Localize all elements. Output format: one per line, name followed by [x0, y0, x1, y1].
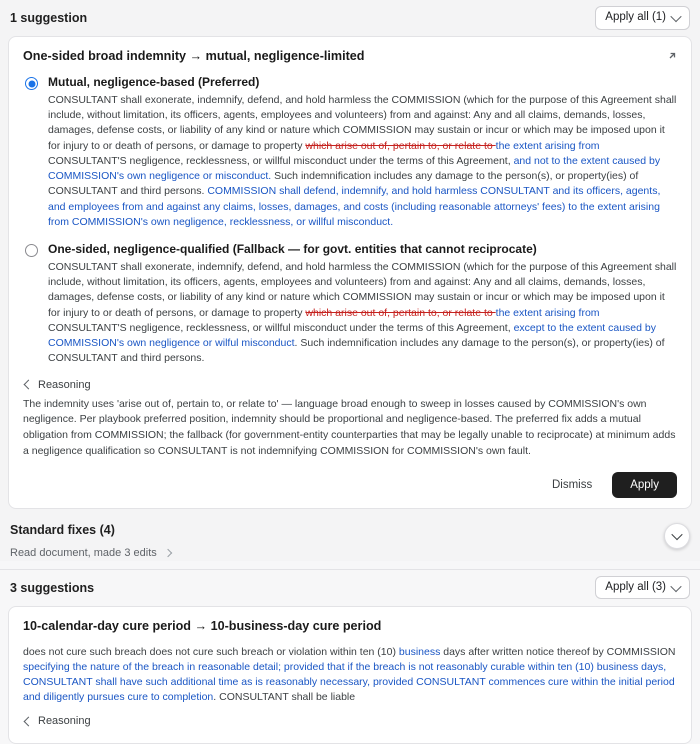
scroll-down-icon[interactable]: [664, 523, 690, 549]
radio-preferred[interactable]: [25, 77, 38, 90]
reasoning-label: Reasoning: [38, 379, 91, 391]
apply-button[interactable]: Apply: [612, 472, 677, 498]
option-fallback-body: [48, 242, 677, 367]
bottom-suggestions-header: [0, 570, 700, 606]
chevron-left-icon: [24, 380, 34, 390]
card-actions: [23, 472, 677, 498]
radio-fallback[interactable]: [25, 244, 38, 257]
bottom-reasoning-label: Reasoning: [38, 715, 91, 727]
bottom-suggestion-card: [8, 606, 692, 744]
reasoning-text: The indemnity uses 'arise out of, pertain to, or relate to' — language broad enough to sweep in losses caused by COMMISSION's own negligence. Per playbook preferred position, indemnity should be proportional and negligence-based. The preferred fix adds a mutual obligation from COMMISSION; the fallback (for government-entity counterparties that may be legally unable to reciprocate) at minimum adds a negligence qualification so CONSULTANT is not indemnifying COMMISSION for COMMISSION's own fault.: [23, 397, 677, 460]
option-preferred[interactable]: [23, 75, 677, 230]
read-document-label: Read document, made 3 edits: [10, 547, 157, 559]
arrow-down-glyph: [671, 529, 682, 540]
suggestions-header: [0, 0, 700, 36]
apply-all-button[interactable]: [595, 6, 690, 30]
bottom-apply-all-label: Apply all (3): [605, 582, 666, 594]
suggestion-title: One-sided broad indemnity → mutual, negligence-limited: [23, 49, 677, 63]
bottom-apply-all-button[interactable]: [595, 576, 690, 600]
chevron-left-icon: [24, 716, 34, 726]
option-fallback-text: CONSULTANT shall exonerate, indemnify, defend, and hold harmless the COMMISSION (which for the purpose of this Agreement shall include, without limitation, its officers, agents, employees and volunteers) from and against: Any and all claims, demands, losses, damages, defense costs, or liability of any kind or nature which COMMISSION may sustain or incur or which may be imposed upon it for injury to or death of persons, or damage to property which arise out of, pertain to, or relate to the extent arising from CONSULTANT'S negligence, recklessness, or willful misconduct under the terms of this Agreement, except to the extent caused by COMMISSION's own negligence or wilful misconduct. Such indemnification includes any damage to the person(s), or property(ies) of CONSULTANT and third persons.: [48, 260, 677, 367]
chevron-down-icon: [670, 580, 681, 591]
bottom-suggestion-title: 10-calendar-day cure period → 10-business-day cure period: [23, 619, 677, 633]
suggestion-count-label: 1 suggestion: [10, 11, 87, 25]
standard-fixes-heading: Standard fixes (4): [0, 509, 700, 543]
bottom-reasoning-toggle[interactable]: [23, 715, 677, 727]
read-document-row[interactable]: [0, 543, 700, 569]
bottom-suggestion-text: does not cure such breach does not cure such breach or violation within ten (10) business days after written notice thereof by COMMISSION specifying the nature of the breach in reasonable detail; provided that if the breach is not reasonably curable within ten (10) business days, CONSULTANT shall have such additional time as is reasonably necessary, provided CONSULTANT commences cure within the initial period and diligently pursues cure to completion. CONSULTANT shall be liable: [23, 645, 677, 706]
bottom-suggestion-count-label: 3 suggestions: [10, 581, 94, 595]
option-preferred-text: CONSULTANT shall exonerate, indemnify, defend, and hold harmless the COMMISSION (which for the purpose of this Agreement shall include, without limitation, its officers, agents, employees and volunteers) from and against: Any and all claims, demands, losses, damages, defense costs, or liability of any kind or nature which COMMISSION may sustain or incur or which may be imposed upon it for injury to or death of persons, or damage to property which arise out of, pertain to, or relate to the extent arising from CONSULTANT'S negligence, recklessness, or willful misconduct under the terms of this Agreement, and not to the extent caused by COMMISSION's own negligence or misconduct. Such indemnification includes any damage to the person(s), or property(ies) of CONSULTANT and third persons. COMMISSION shall defend, indemnify, and hold harmless CONSULTANT and its officers, agents, and employees from and against any claims, losses, damages, and costs (including reasonable attorneys' fees) to the extent arising from COMMISSION's own negligence, recklessness, or willful misconduct.: [48, 93, 677, 230]
chevron-right-icon: [164, 548, 172, 556]
option-preferred-body: [48, 75, 677, 230]
chevron-down-icon: [670, 11, 681, 22]
reasoning-toggle[interactable]: [23, 379, 677, 391]
option-fallback-label: One-sided, negligence-qualified (Fallback — for govt. entities that cannot reciprocate): [48, 242, 677, 256]
dismiss-button[interactable]: Dismiss: [542, 473, 602, 497]
expand-diagonal-icon[interactable]: [665, 49, 679, 63]
apply-all-label: Apply all (1): [605, 12, 666, 24]
option-preferred-label: Mutual, negligence-based (Preferred): [48, 75, 677, 89]
suggestion-card: [8, 36, 692, 509]
option-fallback[interactable]: [23, 242, 677, 367]
